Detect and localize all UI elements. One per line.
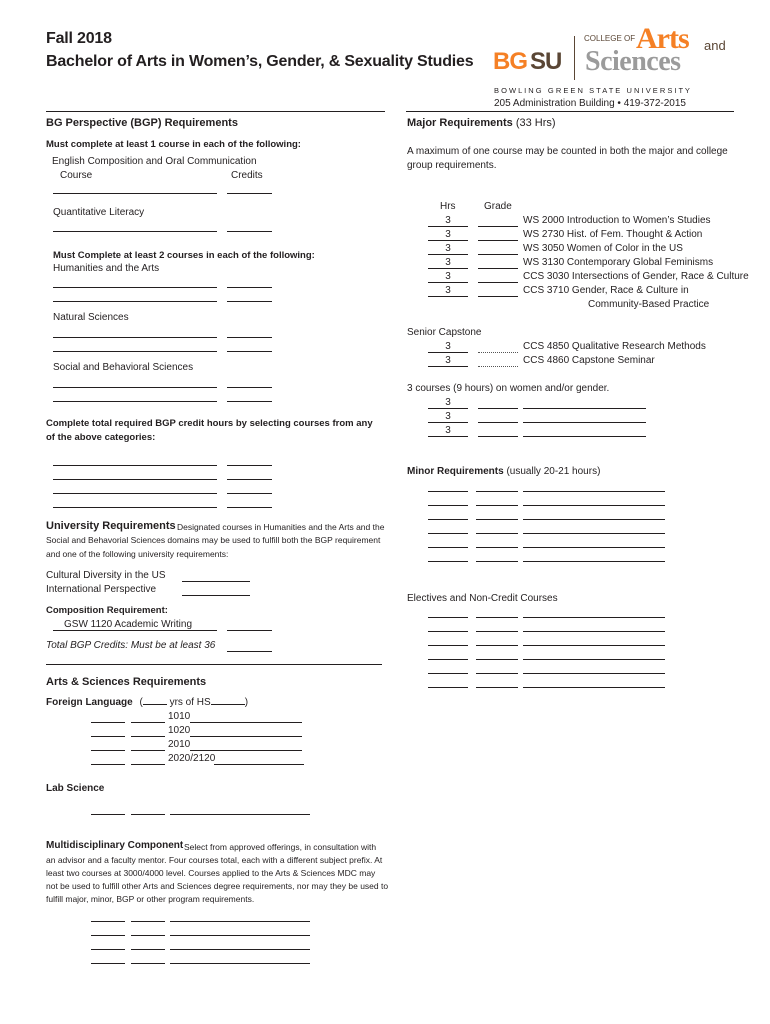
foreign-paren-open: (: [139, 697, 143, 708]
elective-grade-line-6[interactable]: [476, 687, 518, 688]
header-rule-right: [406, 111, 734, 112]
bgp-must1: Must complete at least 1 course in each of the following:: [46, 139, 301, 150]
logo-college-of: COLLEGE OF: [584, 34, 636, 43]
minor-course-line-5[interactable]: [523, 547, 665, 548]
gsw-line: [53, 630, 217, 631]
mdc-course-line-2[interactable]: [170, 935, 310, 936]
english-course-line[interactable]: [53, 193, 217, 194]
women-course-line[interactable]: [523, 408, 646, 409]
social-course-line-2[interactable]: [53, 401, 217, 402]
minor-grade-line-1[interactable]: [476, 491, 518, 492]
major-hrs-line: [428, 226, 468, 227]
arts-sciences-heading: Arts & Sciences Requirements: [46, 676, 207, 688]
total-credits-line-1[interactable]: [227, 465, 272, 466]
women-hrs-value: 3: [445, 411, 451, 422]
women-hrs-line: [428, 436, 468, 437]
lang-hrs-line-3[interactable]: [91, 750, 125, 751]
capstone-hrs-value: 3: [445, 341, 451, 352]
lang-grade-line-2[interactable]: [131, 736, 165, 737]
major-heading: Major Requirements: [407, 117, 513, 129]
natural-course-line-1[interactable]: [53, 337, 217, 338]
gsw-credits-line[interactable]: [227, 630, 272, 631]
natural-course-line-2[interactable]: [53, 351, 217, 352]
capstone-hrs-line: [428, 352, 468, 353]
major-hrs-value: 3: [445, 243, 451, 254]
lab-course-line[interactable]: [170, 814, 310, 815]
social-credits-line-2[interactable]: [227, 401, 272, 402]
elective-grade-line-5[interactable]: [476, 673, 518, 674]
elective-course-line-4[interactable]: [523, 659, 665, 660]
foreign-yrs-blank[interactable]: [143, 704, 167, 705]
lang-hrs-line-4[interactable]: [91, 764, 125, 765]
major-course-name: WS 3130 Contemporary Global Feminisms: [523, 257, 714, 268]
lab-hrs-line[interactable]: [91, 814, 125, 815]
lang-course-line-4[interactable]: [214, 764, 304, 765]
minor-heading: Minor Requirements: [407, 466, 504, 477]
major-course-name: CCS 3030 Intersections of Gender, Race & Culture: [523, 271, 749, 282]
logo-su-text: SU: [530, 48, 562, 75]
major-hrs-value: 3: [445, 229, 451, 240]
arts-rule: [46, 664, 382, 665]
mdc-desc2: an advisor and a faculty mentor. Four courses total, each with a different subject prefix. At: [46, 855, 383, 865]
lang-level-1010: 1010: [168, 711, 191, 722]
minor-heading-row: [407, 466, 600, 477]
major-hrs-value: 3: [445, 257, 451, 268]
major-grade-line[interactable]: [478, 268, 518, 269]
elective-grade-line-4[interactable]: [476, 659, 518, 660]
mdc-grade-line-3[interactable]: [131, 949, 165, 950]
lang-hrs-line-1[interactable]: [91, 722, 125, 723]
social-credits-line-1[interactable]: [227, 387, 272, 388]
major-note2: group requirements.: [407, 160, 497, 171]
minor-course-line-3[interactable]: [523, 519, 665, 520]
lang-level-1020: 1020: [168, 725, 191, 736]
foreign-paren-close: ): [244, 697, 249, 708]
english-credits-line[interactable]: [227, 193, 272, 194]
minor-course-line-4[interactable]: [523, 533, 665, 534]
mdc-hrs-line-4[interactable]: [91, 963, 125, 964]
minor-course-line-6[interactable]: [523, 561, 665, 562]
total-course-line-2[interactable]: [53, 479, 217, 480]
bgp-humanities: Humanities and the Arts: [53, 263, 160, 274]
mdc-desc3: least two courses at 3000/4000 level. Courses applied to the Arts & Sciences MDC may: [46, 868, 376, 878]
natural-credits-line-1[interactable]: [227, 337, 272, 338]
capstone-heading: Senior Capstone: [407, 327, 482, 338]
bgp-natural: Natural Sciences: [53, 312, 129, 323]
capstone-course-name: CCS 4850 Qualitative Research Methods: [523, 341, 706, 352]
lang-level-2020: 2020/2120: [168, 753, 216, 764]
major-course-name: WS 2730 Hist. of Fem. Thought & Action: [523, 229, 703, 240]
major-grade-line[interactable]: [478, 226, 518, 227]
lab-science-label: Lab Science: [46, 783, 105, 794]
minor-grade-line-6[interactable]: [476, 561, 518, 562]
university-desc1: Designated courses in Humanities and the Arts and the: [177, 522, 385, 532]
bgp-total-line2: of the above categories:: [46, 432, 156, 443]
minor-hrs-line-3[interactable]: [428, 519, 468, 520]
lang-course-line-1[interactable]: [190, 722, 302, 723]
major-course-name: WS 3050 Women of Color in the US: [523, 243, 683, 254]
elective-grade-line-3[interactable]: [476, 645, 518, 646]
quant-credits-line[interactable]: [227, 231, 272, 232]
women-course-line[interactable]: [523, 436, 646, 437]
minor-course-line-1[interactable]: [523, 491, 665, 492]
program-title: Bachelor of Arts in Women’s, Gender, & Sexuality Studies: [46, 53, 474, 70]
mdc-desc1: Select from approved offerings, in consultation with: [184, 842, 377, 852]
major-hrs-value: 3: [445, 215, 451, 226]
bgp-must2: Must Complete at least 2 courses in each of the following:: [53, 250, 315, 261]
elective-course-line-6[interactable]: [523, 687, 665, 688]
mdc-hrs-line-3[interactable]: [91, 949, 125, 950]
major-hrs-line: [428, 296, 468, 297]
total-credits-line-4[interactable]: [227, 507, 272, 508]
elective-hrs-line-5[interactable]: [428, 673, 468, 674]
lab-grade-line[interactable]: [131, 814, 165, 815]
capstone-hrs-line: [428, 366, 468, 367]
foreign-yrs-label: yrs of HS: [169, 697, 211, 708]
header-rule-left: [46, 111, 385, 112]
major-heading-row: [407, 117, 556, 129]
elective-course-line-5[interactable]: [523, 673, 665, 674]
elective-grade-line-2[interactable]: [476, 631, 518, 632]
major-hrs-value: 3: [445, 285, 451, 296]
elective-grade-line-1[interactable]: [476, 617, 518, 618]
mdc-course-line-3[interactable]: [170, 949, 310, 950]
humanities-credits-line-2[interactable]: [227, 301, 272, 302]
humanities-course-line-2[interactable]: [53, 301, 217, 302]
mdc-hrs-line-2[interactable]: [91, 935, 125, 936]
humanities-credits-line-1[interactable]: [227, 287, 272, 288]
mdc-heading: Multidisciplinary Component: [46, 840, 184, 851]
bgp-credits-col: Credits: [231, 170, 263, 181]
women-grade-line[interactable]: [478, 436, 518, 437]
major-course-name: WS 2000 Introduction to Women’s Studies: [523, 215, 711, 226]
minor-hrs-line-1[interactable]: [428, 491, 468, 492]
social-course-line-1[interactable]: [53, 387, 217, 388]
major-grade-line[interactable]: [478, 240, 518, 241]
foreign-language-row: [46, 697, 248, 708]
international-perspective: International Perspective: [46, 584, 157, 595]
minor-hrs-line-4[interactable]: [428, 533, 468, 534]
major-note1: A maximum of one course may be counted in both the major and college: [407, 146, 728, 157]
mdc-hrs-line-1[interactable]: [91, 921, 125, 922]
grade-col: Grade: [484, 201, 512, 212]
minor-grade-line-3[interactable]: [476, 519, 518, 520]
major-grade-line[interactable]: [478, 296, 518, 297]
hrs-col: Hrs: [440, 201, 456, 212]
women-grade-line[interactable]: [478, 408, 518, 409]
university-desc3: and one of the following university requirements:: [46, 549, 229, 559]
bgp-quant: Quantitative Literacy: [53, 207, 145, 218]
logo-university: B O W L I N G G R E E N S T A T E U N I V E R S I T Y: [494, 86, 690, 95]
address: 205 Administration Building • 419-372-2015: [494, 98, 686, 109]
electives-heading: Electives and Non-Credit Courses: [407, 593, 558, 604]
women-grade-line[interactable]: [478, 422, 518, 423]
major-course6-cont: Community-Based Practice: [588, 299, 710, 310]
major-hrs-line: [428, 254, 468, 255]
logo-and: and: [704, 38, 726, 53]
quant-course-line[interactable]: [53, 231, 217, 232]
major-grade-line[interactable]: [478, 282, 518, 283]
university-desc2: Social and Behavorial Sciences domains may be used to fulfill both the BGP requirement: [46, 535, 381, 545]
elective-hrs-line-1[interactable]: [428, 617, 468, 618]
minor-hrs-line-5[interactable]: [428, 547, 468, 548]
major-hrs-line: [428, 282, 468, 283]
minor-course-line-2[interactable]: [523, 505, 665, 506]
bgp-total-line1: Complete total required BGP credit hours by selecting courses from any: [46, 418, 373, 429]
minor-hrs-line-2[interactable]: [428, 505, 468, 506]
mdc-grade-line-1[interactable]: [131, 921, 165, 922]
major-hrs-line: [428, 240, 468, 241]
bgp-course-col: Course: [60, 170, 93, 181]
mdc-grade-line-2[interactable]: [131, 935, 165, 936]
capstone-grade-line[interactable]: [478, 366, 518, 367]
major-grade-line[interactable]: [478, 254, 518, 255]
women-note: 3 courses (9 hours) on women and/or gender.: [407, 383, 610, 394]
mdc-desc5: fulfill major, minor, BGP or other program requirements.: [46, 894, 255, 904]
lang-grade-line-4[interactable]: [131, 764, 165, 765]
total-bgp-credits: Total BGP Credits: Must be at least 36: [46, 640, 216, 651]
elective-hrs-line-2[interactable]: [428, 631, 468, 632]
lang-hrs-line-2[interactable]: [91, 736, 125, 737]
logo-divider: [574, 36, 575, 80]
major-hrs-value: 3: [445, 271, 451, 282]
lang-grade-line-3[interactable]: [131, 750, 165, 751]
foreign-language-label: Foreign Language: [46, 697, 133, 708]
major-hours: (33 Hrs): [515, 117, 556, 129]
total-credits-line-3[interactable]: [227, 493, 272, 494]
major-course-name: CCS 3710 Gender, Race & Culture in: [523, 285, 689, 296]
mdc-desc4: not be used to fulfill other Arts and Sciences degree requirements, nor may they be used to: [46, 881, 389, 891]
bgp-heading: BG Perspective (BGP) Requirements: [46, 117, 238, 129]
international-line[interactable]: [182, 595, 250, 596]
natural-credits-line-2[interactable]: [227, 351, 272, 352]
mdc-grade-line-4[interactable]: [131, 963, 165, 964]
gsw-course: GSW 1120 Academic Writing: [64, 619, 193, 630]
elective-course-line-2[interactable]: [523, 631, 665, 632]
elective-hrs-line-4[interactable]: [428, 659, 468, 660]
minor-grade-line-2[interactable]: [476, 505, 518, 506]
minor-grade-line-5[interactable]: [476, 547, 518, 548]
lang-course-line-3[interactable]: [190, 750, 302, 751]
women-hrs-line: [428, 422, 468, 423]
humanities-course-line-1[interactable]: [53, 287, 217, 288]
total-credits-line-2[interactable]: [227, 479, 272, 480]
mdc-course-line-4[interactable]: [170, 963, 310, 964]
total-course-line-4[interactable]: [53, 507, 217, 508]
lang-course-line-2[interactable]: [190, 736, 302, 737]
capstone-course-name: CCS 4860 Capstone Seminar: [523, 355, 655, 366]
women-hrs-line: [428, 408, 468, 409]
cultural-diversity: Cultural Diversity in the US: [46, 570, 166, 581]
elective-hrs-line-6[interactable]: [428, 687, 468, 688]
capstone-hrs-value: 3: [445, 355, 451, 366]
foreign-yrs-blank-2[interactable]: [211, 704, 245, 705]
women-hrs-value: 3: [445, 397, 451, 408]
minor-hours: (usually 20-21 hours): [506, 466, 601, 477]
total-course-line-1[interactable]: [53, 465, 217, 466]
major-hrs-line: [428, 268, 468, 269]
logo-arts: Arts: [636, 22, 689, 55]
cultural-line[interactable]: [182, 581, 250, 582]
minor-grade-line-4[interactable]: [476, 533, 518, 534]
bgp-social: Social and Behavioral Sciences: [53, 362, 194, 373]
total-bgp-line[interactable]: [227, 651, 272, 652]
lang-level-2010: 2010: [168, 739, 191, 750]
bgp-english: English Composition and Oral Communication: [52, 156, 257, 167]
elective-course-line-3[interactable]: [523, 645, 665, 646]
composition-heading: Composition Requirement:: [46, 605, 168, 616]
minor-hrs-line-6[interactable]: [428, 561, 468, 562]
lang-grade-line-1[interactable]: [131, 722, 165, 723]
capstone-grade-line[interactable]: [478, 352, 518, 353]
mdc-course-line-1[interactable]: [170, 921, 310, 922]
logo-sciences: Sciences: [585, 46, 681, 77]
women-course-line[interactable]: [523, 422, 646, 423]
elective-course-line-1[interactable]: [523, 617, 665, 618]
logo-bg-text: BG: [493, 48, 527, 75]
total-course-line-3[interactable]: [53, 493, 217, 494]
elective-hrs-line-3[interactable]: [428, 645, 468, 646]
university-heading: University Requirements: [46, 520, 176, 532]
women-hrs-value: 3: [445, 425, 451, 436]
term-title: Fall 2018: [46, 30, 112, 47]
